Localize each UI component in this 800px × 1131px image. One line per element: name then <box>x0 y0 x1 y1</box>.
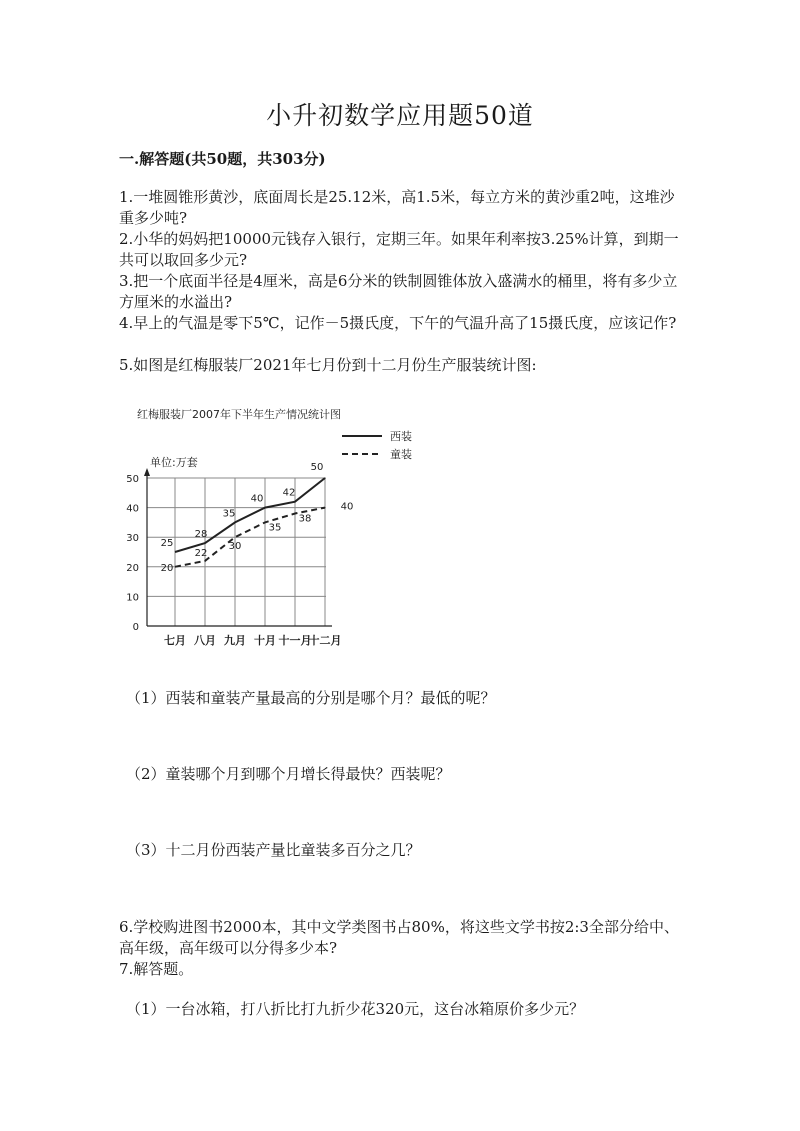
page-title: 小升初数学应用题50道 <box>266 101 534 130</box>
question-5-sub-3: （3）十二月份西装产量比童装多百分之几？ <box>126 841 421 859</box>
legend-label-2: 童装 <box>390 448 412 461</box>
y-tick-label: 50 <box>126 474 139 485</box>
chart-title: 红梅服装厂2007年下半年生产情况统计图 <box>137 408 341 421</box>
question-4: 4.早上的气温是零下5℃，记作－5摄氏度，下午的气温升高了15摄氏度，应该记作? <box>119 314 677 332</box>
x-tick-label: 八月 <box>194 634 216 647</box>
y-axis-arrow <box>144 468 150 476</box>
data-label-1: 28 <box>194 529 208 541</box>
data-label-1: 35 <box>222 508 236 520</box>
data-label-1: 50 <box>310 462 324 473</box>
question-5-sub-2: （2）童装哪个月到哪个月增长得最快？西装呢？ <box>126 765 451 783</box>
x-tick-label: 十一月 <box>278 634 312 647</box>
data-label-2: 22 <box>194 547 208 559</box>
data-label-2: 35 <box>268 522 282 534</box>
chart-unit-label: 单位:万套 <box>150 456 198 469</box>
legend-label-1: 西装 <box>390 430 412 443</box>
data-label-1: 25 <box>160 538 174 549</box>
y-tick-label: 30 <box>126 533 139 545</box>
question-3: 3.把一个底面半径是4厘米，高是6分米的铁制圆锥体放入盛满水的桶里，将有多少立方厘米的水溢出? <box>119 272 678 311</box>
y-tick-label: 40 <box>126 503 139 515</box>
y-tick-label: 0 <box>132 622 139 633</box>
question-7-sub-1: （1）一台冰箱，打八折比打九折少花320元，这台冰箱原价多少元？ <box>126 1000 585 1018</box>
question-1: 1.一堆圆锥形黄沙，底面周长是25.12米，高1.5米，每立方米的黄沙重2吨，这堆沙重多少吨? <box>119 188 675 227</box>
data-label-1: 40 <box>250 493 264 505</box>
question-7: 7.解答题。 <box>119 960 194 978</box>
data-label-1: 42 <box>282 487 296 499</box>
x-tick-label: 九月 <box>224 634 246 647</box>
data-label-2: 38 <box>298 513 312 525</box>
data-label-2: 40 <box>340 501 354 513</box>
question-2: 2.小华的妈妈把10000元钱存入银行，定期三年。如果年利率按3.25%计算，到期一共可以取回多少元? <box>119 230 679 269</box>
x-tick-label: 十二月 <box>308 634 342 647</box>
data-label-2: 30 <box>228 541 242 553</box>
question-5: 5.如图是红梅服装厂2021年七月份到十二月份生产服装统计图: <box>119 356 537 374</box>
question-5-sub-1: （1）西装和童装产量最高的分别是哪个月？最低的呢？ <box>126 689 496 707</box>
y-tick-label: 20 <box>126 562 139 574</box>
question-6: 6.学校购进图书2000本，其中文学类图书占80%，将这些文学书按2:3全部分给中、高年级，高年级可以分得多少本? <box>119 918 679 957</box>
x-tick-label: 十月 <box>254 634 276 647</box>
production-line-chart <box>112 398 412 668</box>
x-tick-label: 七月 <box>164 634 186 647</box>
data-label-2: 20 <box>160 562 174 574</box>
section-heading: 一.解答题(共50题，共303分) <box>119 150 326 168</box>
y-tick-label: 10 <box>126 592 139 604</box>
